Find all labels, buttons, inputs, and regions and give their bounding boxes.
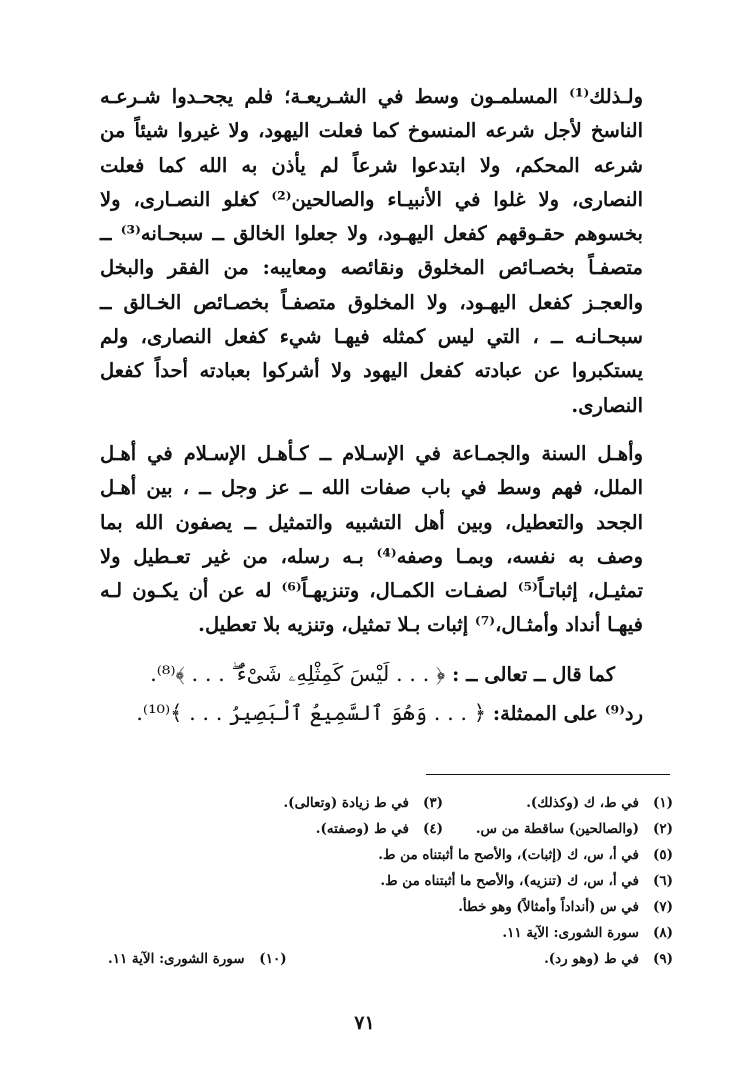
page-number: ٧١ (354, 1012, 375, 1034)
footnote-number: (٩) (652, 951, 673, 967)
footnote-number: (١٠) (259, 951, 287, 967)
footnote-10 (108, 946, 287, 972)
footnote-divider (426, 774, 670, 775)
footnote-2 (443, 816, 673, 842)
verse-1-prefix: كما قال ــ تعالى ــ : (452, 662, 615, 686)
footnote-number: (٤) (422, 821, 443, 837)
footnote-number: (٨) (652, 925, 673, 941)
footnote-3 (283, 790, 443, 816)
footnote-text: سورة الشورى: الآية ١١. (502, 925, 639, 941)
paragraph-2: وأهـل السنة والجمـاعة في الإسـلام ــ كـأهـل الإسـلام في أهـل الملل، فهم وسط في باب صفات الله ــ عز وجل ــ ، بين أهـل الجحد والتعطيل، وبين أهل التشبيه والتمثيل ــ يصفون الله بما وصف به نفسه، وبمـا وصفه⁽⁴⁾ بـه رسله، من غير تعـطيل ولا تمثيـل، إثباتـاً⁽⁵⁾ لصفـات الكمـال، وتنزيهـاً⁽⁶⁾ له عن أن يكـون لـه فيهـا أنداد وأمثـال،⁽⁷⁾ إثبات بـلا تمثيل، وتنزيه بلا تعطيل. (100, 441, 643, 637)
footnote-7 (108, 894, 673, 920)
footnote-number: (١) (652, 795, 673, 811)
verse-line-2 (100, 696, 643, 731)
footnote-text: في ط (وهو رد). (544, 951, 639, 967)
footnote-number: (٧) (652, 899, 673, 915)
footnote-text: (والصالحين) ساقطة من س. (475, 821, 639, 837)
footnote-row (108, 946, 673, 972)
verse-line-1 (100, 657, 643, 692)
footnote-text: سورة الشورى: الآية ١١. (108, 951, 245, 967)
verse-1-quote: ﴿ . . . لَيْسَ كَمِثْلِهِۦ شَىْءٌ ۖ . . . ﴾⁽⁸⁾. (150, 661, 446, 686)
footnote-text: في ط (وصفته). (315, 821, 409, 837)
footnote-number: (٥) (652, 847, 673, 863)
footnote-6 (108, 868, 673, 894)
footnote-text: في أ، س، ك (إثبات)، والأصح ما أثبتناه من ط. (378, 847, 639, 863)
footnote-text: في أ، س، ك (تنزيه)، والأصح ما أثبتناه من ط. (380, 873, 639, 889)
footnote-text: في س (أنداداً وأمثالاً) وهو خطأ. (458, 899, 639, 915)
footnote-5 (108, 842, 673, 868)
verse-2-quote: ﴿ . . . وَهُوَ ٱلسَّمِيعُ ٱلْبَصِيرُ . . . ﴾⁽¹⁰⁾. (136, 700, 487, 725)
paragraph-1: ولـذلك⁽¹⁾ المسلمـون وسط في الشـريعـة؛ فلم يجحـدوا شـرعـه الناسخ لأجل شرعه المنسوخ كما فعلت اليهود، ولا غيروا شيئاً من شرعه المحكم، ولا ابتدعوا شرعاً لم يأذن به الله كما فعلت النصارى، ولا غلوا في الأنبيـاء والصالحين⁽²⁾ كغلو النصـارى، ولا بخسوهم حقـوقهم كفعل اليهـود، ولا جعلوا الخالق ــ سبحـانه⁽³⁾ ــ متصفـاً بخصـائص المخلوق ونقائصه ومعايبه: من الفقر والبخل والعجـز كفعل اليهـود، ولا المخلوق متصفـاً بخصـائص الخـالق ــ سبحـانـه ــ ، التي ليس كمثله فيهـا شيء كفعل النصارى، ولم يستكبروا عن عبادته كفعل اليهود ولا أشركوا بعبادته أحداً كفعل النصارى. (100, 85, 643, 417)
footnote-number: (٣) (422, 795, 443, 811)
footnote-text: في ط زيادة (وتعالى). (283, 795, 409, 811)
footnote-row (108, 816, 673, 842)
footnote-1 (443, 790, 673, 816)
footnote-number: (٦) (652, 873, 673, 889)
footnotes (108, 790, 673, 972)
footnote-text: في ط، ك (وكذلك). (526, 795, 639, 811)
verse-2-prefix: رد⁽⁹⁾ على الممثلة: (492, 701, 643, 725)
footnote-9 (287, 946, 673, 972)
footnote-8 (108, 920, 673, 946)
footnote-row (108, 790, 673, 816)
footnote-number: (٢) (652, 821, 673, 837)
footnote-4 (316, 816, 443, 842)
